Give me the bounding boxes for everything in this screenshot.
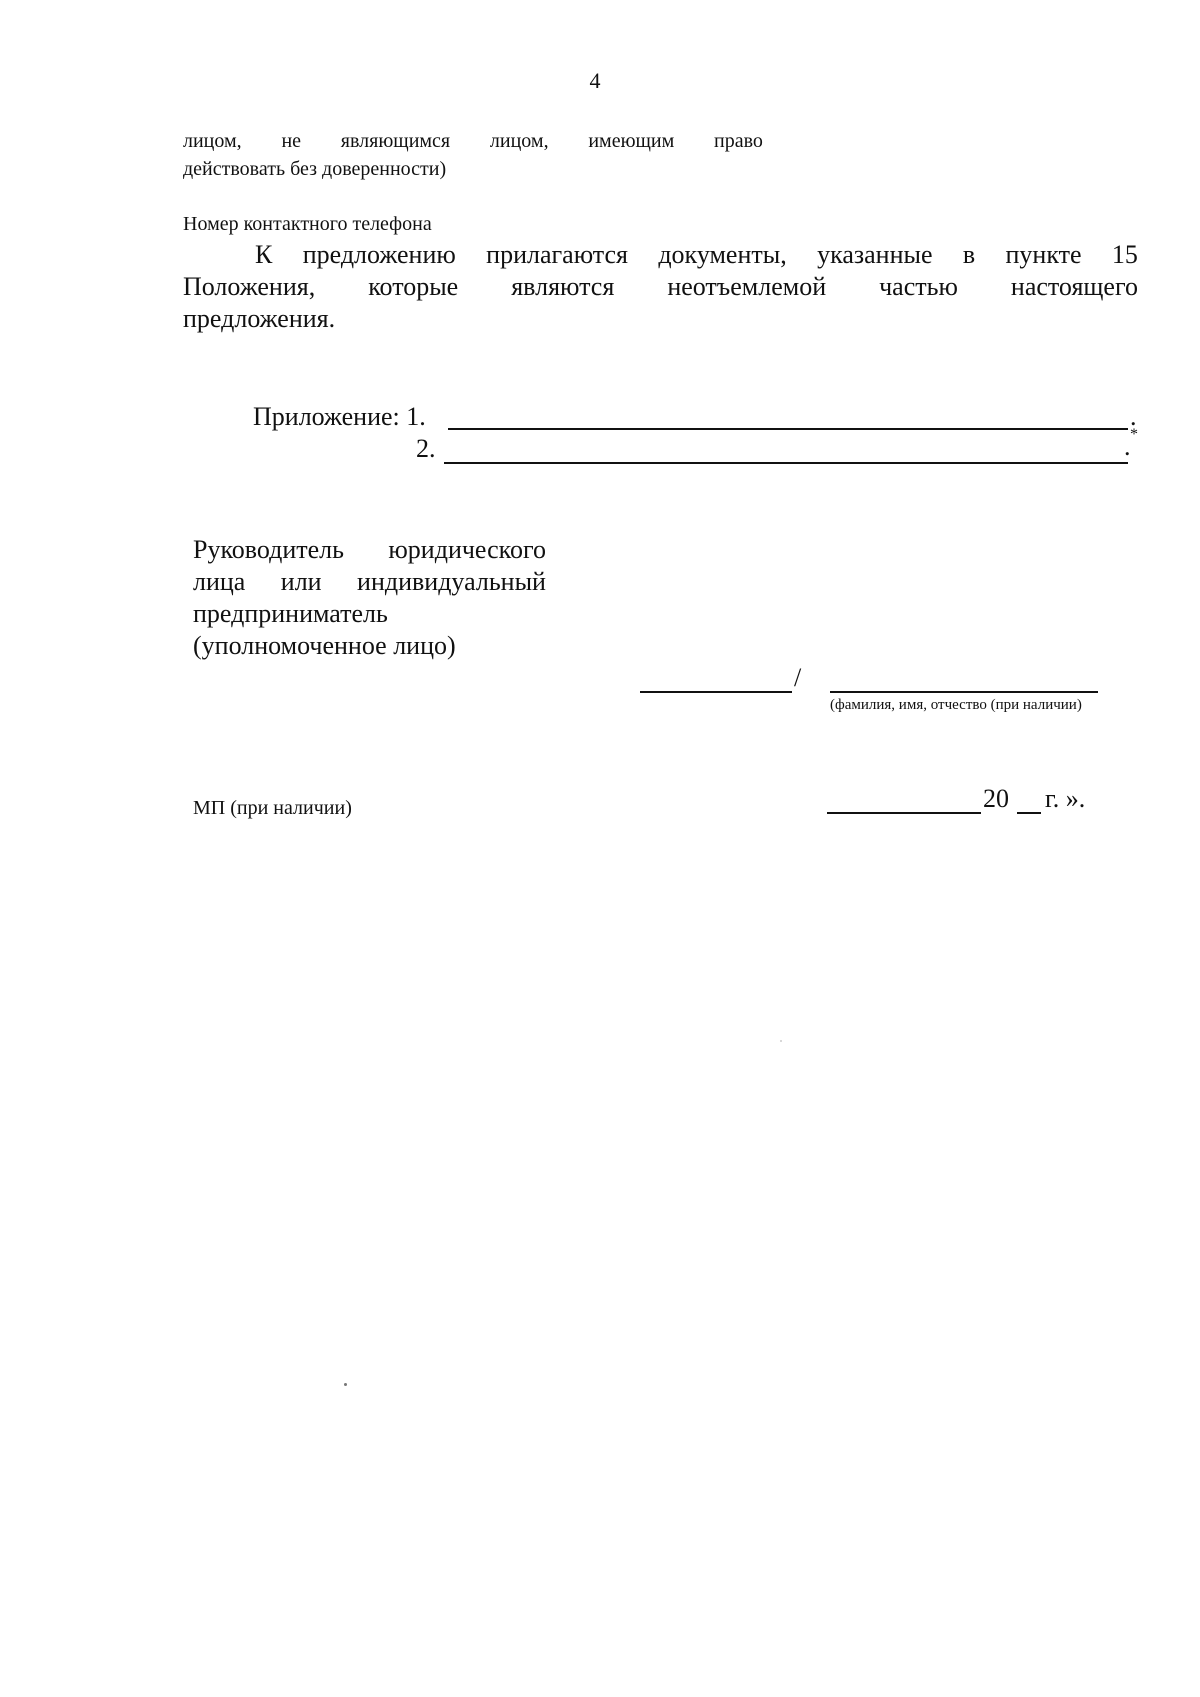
continuation-line-2: действовать без доверенности) [183,158,447,180]
word: настоящего [1010,272,1138,301]
word: К [255,240,273,269]
scan-speck [780,1040,782,1042]
word: право [714,130,763,152]
scan-speck [344,1383,347,1386]
appendix-item-1-blank[interactable] [448,428,1128,430]
attachments-paragraph-line-3: предложения. [183,304,336,333]
footnote-mark: * [1130,426,1138,443]
full-name-caption: (фамилия, имя, отчество (при наличии) [830,697,1082,713]
word: Руководитель [193,535,344,564]
word: пункте [1005,240,1082,269]
signature-separator: / [794,663,802,692]
date-suffix: г. ». [1045,784,1086,813]
appendix-label: Приложение: 1. [253,402,426,431]
attachments-paragraph-line-1 [183,240,1138,270]
appendix-item-1-end: . [1130,402,1137,431]
date-year-prefix: 20 [983,784,1009,813]
word: или [280,567,322,596]
signer-title-line-1 [193,535,546,565]
word: указанные [817,240,933,269]
full-name-blank[interactable] [830,691,1098,693]
word: являющимся [340,130,451,152]
word: которые [368,272,459,301]
stamp-label: МП (при наличии) [193,797,352,819]
word: юридического [388,535,546,564]
date-year-blank[interactable] [1017,812,1041,814]
phone-number-label: Номер контактного телефона [183,213,432,235]
continuation-line-1 [183,130,763,153]
signer-title-line-3: предприниматель [193,599,388,628]
word: лицом, [183,130,242,152]
word: неотъемлемой [667,272,827,301]
word: 15 [1111,240,1138,269]
date-day-month-blank[interactable] [827,812,981,814]
word: лицом, [489,130,549,152]
word: лица [193,567,246,596]
word: индивидуальный [357,567,546,596]
word: прилагаются [486,240,628,269]
word: имеющим [588,130,675,152]
word: в [962,240,976,269]
signature-blank[interactable] [640,691,792,693]
appendix-item-2-end: . [1124,432,1131,461]
word: частью [879,272,958,301]
signer-title-line-4: (уполномоченное лицо) [193,631,456,660]
signer-title-line-2 [193,567,546,597]
appendix-item-2-number: 2. [416,434,436,463]
word: не [281,130,302,152]
word: являются [511,272,615,301]
word: Положения, [183,272,316,301]
word: предложению [302,240,456,269]
word: документы, [658,240,787,269]
page-number: 4 [589,68,601,93]
appendix-item-2-blank[interactable] [444,462,1128,464]
attachments-paragraph-line-2 [183,272,1138,302]
